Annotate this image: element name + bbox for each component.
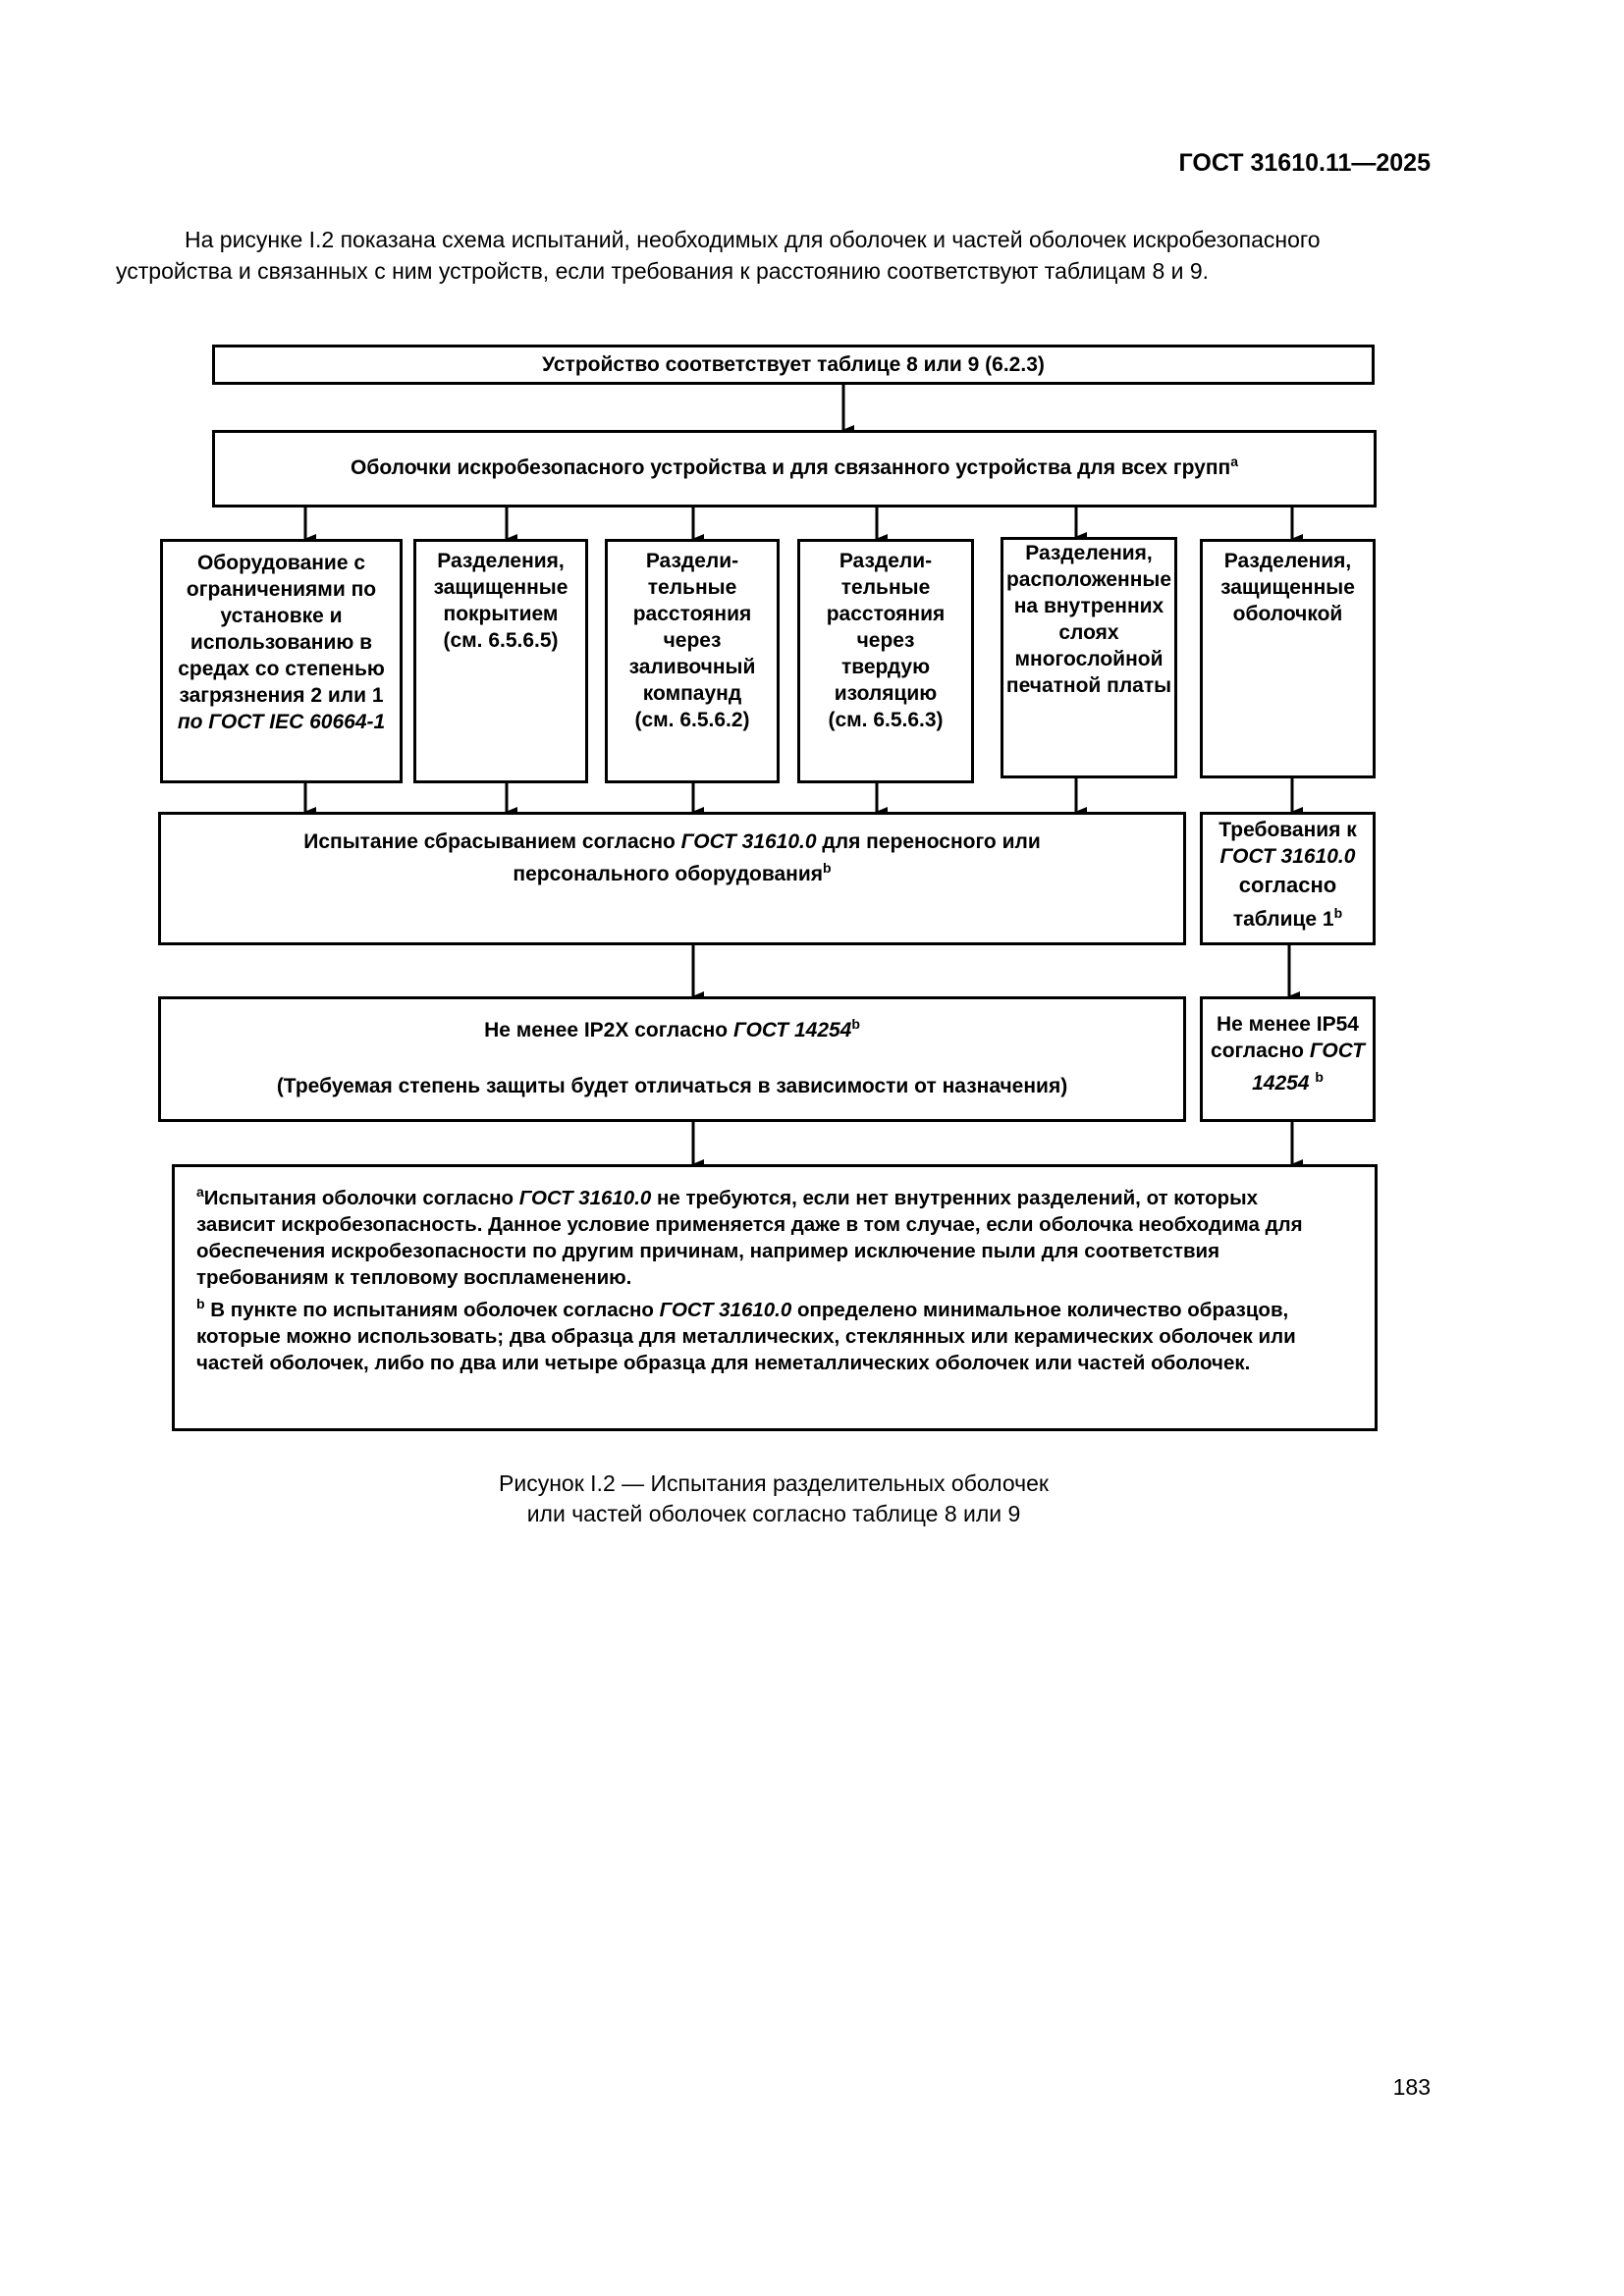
box-drop-test	[158, 812, 1186, 945]
drop-test-ref: ГОСТ 31610.0	[680, 830, 817, 853]
ip2x-line: Не менее IP2X согласно ГОСТ 14254$^b$	[484, 1016, 860, 1041]
col4-line: изоляцию	[834, 682, 938, 705]
col1-line: Оборудование с	[196, 552, 366, 574]
box-device-compliance-text: Устройство соответствует таблице 8 или 9 (6.2.3)	[542, 353, 1045, 376]
col1-line: загрязнения 2 или 1	[179, 684, 384, 707]
footnote-b-mark: b	[196, 1295, 205, 1311]
req-line3: согласно	[1238, 873, 1337, 897]
col6-line: оболочкой	[1232, 603, 1343, 625]
footnote-mark-b: b	[1315, 1069, 1324, 1085]
document-code: ГОСТ 31610.11—2025	[1178, 149, 1431, 177]
box-col-coating	[413, 539, 588, 783]
col4-line: расстояния	[826, 603, 946, 625]
ip54-line1: Не менее IP54	[1217, 1013, 1359, 1036]
box-col-pollution	[160, 539, 403, 783]
page-number: 183	[1392, 2074, 1431, 2100]
box-col-compound	[605, 539, 780, 783]
col3-line: Раздели-	[645, 550, 739, 572]
col3-line: (см. 6.5.6.2)	[634, 709, 750, 731]
ip54-line2: согласно ГОСТ	[1211, 1040, 1365, 1062]
col4-line: (см. 6.5.6.3)	[828, 709, 944, 731]
req-line4: таблице 1$^b$	[1232, 905, 1343, 931]
col3-line: расстояния	[632, 603, 752, 625]
figure-caption	[0, 1468, 1547, 1529]
box-device-compliance	[212, 345, 1375, 385]
intro-text: На рисунке I.2 показана схема испытаний, необходимых для оболочек и частей оболочек искробезопасного устройства и связанных с ним устройств, если требования к расстоянию соответствуют таблицам 8 и 9.	[116, 227, 1321, 284]
col2-line: Разделения,	[437, 550, 565, 572]
col6-line: защищенные	[1220, 576, 1355, 599]
col5-line: расположенные	[1005, 568, 1172, 591]
req-line1: Требования к	[1218, 819, 1357, 841]
footnote-mark-b: b	[1333, 905, 1343, 921]
col1-line: средах со степенью	[178, 658, 385, 680]
footnote-mark-b: b	[823, 860, 832, 876]
box-enclosures	[212, 430, 1377, 507]
req-ref: ГОСТ 31610.0	[1219, 845, 1356, 868]
col5-line: на внутренних	[1013, 595, 1164, 617]
caption-line1: Рисунок I.2 — Испытания разделительных оболочек	[499, 1470, 1049, 1496]
col3-line: тельные	[647, 576, 737, 599]
col2-line: покрытием	[443, 603, 559, 625]
col4-line: твердую	[840, 656, 931, 678]
col1-reference: по ГОСТ IEC 60664-1	[177, 711, 386, 733]
col5-line: печатной платы	[1005, 674, 1172, 697]
col4-line: через	[856, 629, 915, 652]
col2-line: защищенные	[433, 576, 568, 599]
caption-line2: или частей оболочек согласно таблице 8 или 9	[526, 1501, 1021, 1526]
footnote-mark-b: b	[851, 1016, 860, 1032]
col1-line: установке и	[220, 605, 343, 627]
box-table1-requirements	[1200, 812, 1376, 945]
box-ip2x	[158, 996, 1186, 1122]
col6-line: Разделения,	[1223, 550, 1352, 572]
drop-test-line1: Испытание сбрасыванием согласно ГОСТ 31610.0 для переносного или	[303, 830, 1041, 853]
box-col-pcb-layers	[1001, 537, 1177, 778]
col3-line: через	[663, 629, 722, 652]
col5-line: Разделения,	[1025, 542, 1153, 564]
box-ip54	[1200, 996, 1376, 1122]
ip2x-ref: ГОСТ 14254	[732, 1019, 852, 1041]
col2-line: (см. 6.5.6.5)	[443, 629, 559, 652]
box-footnotes	[172, 1164, 1378, 1431]
ip54-line3: 14254 $^b$	[1252, 1069, 1324, 1095]
col5-line: слоях	[1058, 621, 1119, 644]
footnote-a: $^a$Испытания оболочки согласно ГОСТ 31610.0 не требуются, если нет внутренних разделений, от которых зависит искробезопасность. Данное условие применяется даже в том случае, если оболочка необходима для обеспечения искробезопасности по другим причинам, например исключение пыли для соответствия требованиям к тепловому воспламенению.	[196, 1184, 1303, 1289]
footnote-a-mark: a	[196, 1184, 204, 1200]
col3-line: компаунд	[642, 682, 742, 705]
footnote-mark-a: a	[1230, 454, 1238, 469]
col4-line: Раздели-	[839, 550, 933, 572]
col1-line: ограничениями по	[186, 578, 377, 601]
box-col-enclosure	[1200, 539, 1376, 778]
col4-line: тельные	[840, 576, 931, 599]
col1-line: использованию в	[189, 631, 373, 654]
ip2x-note: (Требуемая степень защиты будет отличаться в зависимости от назначения)	[276, 1075, 1068, 1097]
drop-test-line2: персонального оборудования$^b$	[513, 860, 832, 885]
box-col-solid-insulation	[797, 539, 974, 783]
box-enclosures-text: Оболочки искробезопасного устройства и для связанного устройства для всех групп	[351, 456, 1231, 479]
col5-line: многослойной	[1014, 648, 1164, 670]
col3-line: заливочный	[628, 656, 756, 678]
footnote-b: $^b$ В пункте по испытаниям оболочек согласно ГОСТ 31610.0 определено минимальное количество образцов, которые можно использовать; два образца для металлических, стеклянных или керамических оболочек или частей оболочек, либо по два или четыре образца для неметаллических оболочек или частей оболочек.	[196, 1295, 1296, 1374]
